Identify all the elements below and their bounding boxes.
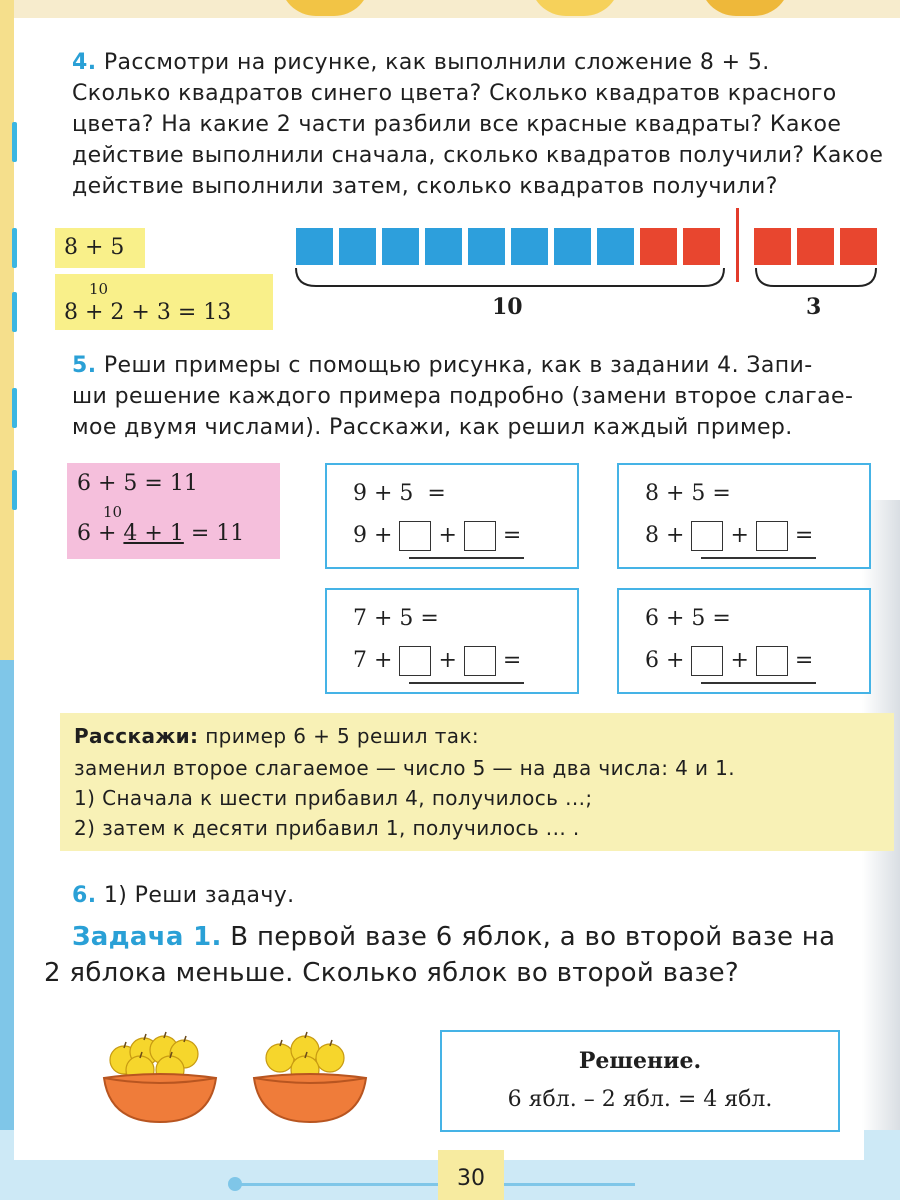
- brace-label-3: 3: [806, 294, 822, 320]
- problem-line1: Задача 1. В первой вазе 6 яблок, а во второй вазе на: [72, 922, 836, 952]
- task6-line: 6. 1) Реши задачу.: [72, 883, 295, 908]
- page-number-tab: [438, 1150, 504, 1200]
- tell-line4: 2) затем к десяти прибавил 1, получилось ... .: [74, 816, 580, 840]
- answer-box[interactable]: [399, 646, 431, 676]
- underline-double: [409, 682, 524, 684]
- blue-square: [511, 228, 548, 265]
- tell-panel: [60, 713, 894, 851]
- red-square: [754, 228, 791, 265]
- tell-line1: Расскажи: пример 6 + 5 решил так:: [74, 724, 480, 748]
- exercise-fill-line: 6 + + =: [645, 646, 813, 676]
- blue-square: [468, 228, 505, 265]
- blue-square: [554, 228, 591, 265]
- exercise-expr: 7 + 5 =: [353, 606, 439, 631]
- page-number: 30: [457, 1166, 485, 1191]
- bottom-decor-line: [235, 1183, 635, 1186]
- tell-line2: заменил второе слагаемое — число 5 — на два числа: 4 и 1.: [74, 756, 736, 780]
- margin-marker: [12, 470, 17, 510]
- expanded-highlight: [55, 274, 273, 330]
- task4-line4: действие выполнили сначала, сколько квадратов получили? Какое: [72, 143, 884, 168]
- answer-box[interactable]: [399, 521, 431, 551]
- exercise-box-1: [325, 463, 579, 569]
- margin-marker: [12, 122, 17, 162]
- answer-box[interactable]: [756, 521, 788, 551]
- exercise-box-4: [617, 588, 871, 694]
- exercise-expr: 6 + 5 =: [645, 606, 731, 631]
- exercise-fill-line: 7 + + =: [353, 646, 521, 676]
- blue-square: [425, 228, 462, 265]
- apple-bowl-2: [250, 1030, 370, 1125]
- task4-line2: Сколько квадратов синего цвета? Сколько квадратов красного: [72, 81, 837, 106]
- example-sup: 10: [103, 503, 123, 521]
- margin-marker: [12, 228, 17, 268]
- expr-text: 8 + 5: [64, 235, 125, 260]
- apple: [316, 1044, 344, 1072]
- task4-number: 4.: [72, 50, 97, 75]
- tell-title: Расскажи:: [74, 724, 199, 748]
- exercise-fill-line: 8 + + =: [645, 521, 813, 551]
- underline-double: [409, 557, 524, 559]
- brace-label-10: 10: [492, 294, 523, 320]
- task4-line3: цвета? На какие 2 части разбили все красные квадраты? Какое: [72, 112, 842, 137]
- task5-number: 5.: [72, 353, 97, 378]
- red-square: [840, 228, 877, 265]
- exercise-expr: 8 + 5 =: [645, 481, 731, 506]
- apple-bowl-1: [100, 1030, 220, 1125]
- task5-line2: ши решение каждого примера подробно (замени второе слагае-: [72, 384, 854, 409]
- answer-box[interactable]: [464, 521, 496, 551]
- example-line1: 6 + 5 = 11: [77, 471, 198, 496]
- tell-line3: 1) Сначала к шести прибавил 4, получилось ...;: [74, 786, 593, 810]
- apple: [266, 1044, 294, 1072]
- margin-marker: [12, 292, 17, 332]
- task4-line5: действие выполнили затем, сколько квадратов получили?: [72, 174, 778, 199]
- red-square: [640, 228, 677, 265]
- task4-line1: 4. Рассмотри на рисунке, как выполнили сложение 8 + 5.: [72, 50, 770, 75]
- answer-box[interactable]: [691, 646, 723, 676]
- solution-text: 6 ябл. – 2 ябл. = 4 ябл.: [507, 1087, 773, 1112]
- underline-double: [701, 682, 816, 684]
- brace-3: [754, 266, 880, 292]
- answer-box[interactable]: [464, 646, 496, 676]
- solution-title: Решение.: [578, 1048, 702, 1074]
- blue-square: [382, 228, 419, 265]
- example-highlight: [67, 463, 280, 559]
- exercise-box-3: [325, 588, 579, 694]
- red-square: [797, 228, 834, 265]
- task5-line3: мое двумя числами). Расскажи, как решил каждый пример.: [72, 415, 793, 440]
- exercise-fill-line: 9 + + =: [353, 521, 521, 551]
- margin-marker: [12, 388, 17, 428]
- answer-box[interactable]: [691, 521, 723, 551]
- problem-line2: 2 яблока меньше. Сколько яблок во второй вазе?: [44, 958, 740, 988]
- red-square: [683, 228, 720, 265]
- solution-box: [440, 1030, 840, 1132]
- expanded-sup: 10: [89, 280, 109, 298]
- problem-label: Задача 1.: [72, 922, 222, 952]
- exercise-box-2: [617, 463, 871, 569]
- task6-number: 6.: [72, 883, 97, 908]
- bottom-decor-dot: [228, 1177, 242, 1191]
- blue-square: [597, 228, 634, 265]
- blue-square: [296, 228, 333, 265]
- blue-square: [339, 228, 376, 265]
- expanded-text: 8 + 2 + 3 = 13: [64, 300, 232, 325]
- underline-double: [701, 557, 816, 559]
- answer-box[interactable]: [756, 646, 788, 676]
- task5-line1: 5. Реши примеры с помощью рисунка, как в задании 4. Запи-: [72, 353, 813, 378]
- exercise-expr: 9 + 5 =: [353, 481, 446, 506]
- expr-highlight: [55, 228, 145, 268]
- example-line2: 6 + 4 + 1 = 11: [77, 521, 245, 546]
- split-divider: [736, 208, 739, 282]
- brace-10: [294, 266, 726, 292]
- left-margin-strip: [0, 660, 14, 1200]
